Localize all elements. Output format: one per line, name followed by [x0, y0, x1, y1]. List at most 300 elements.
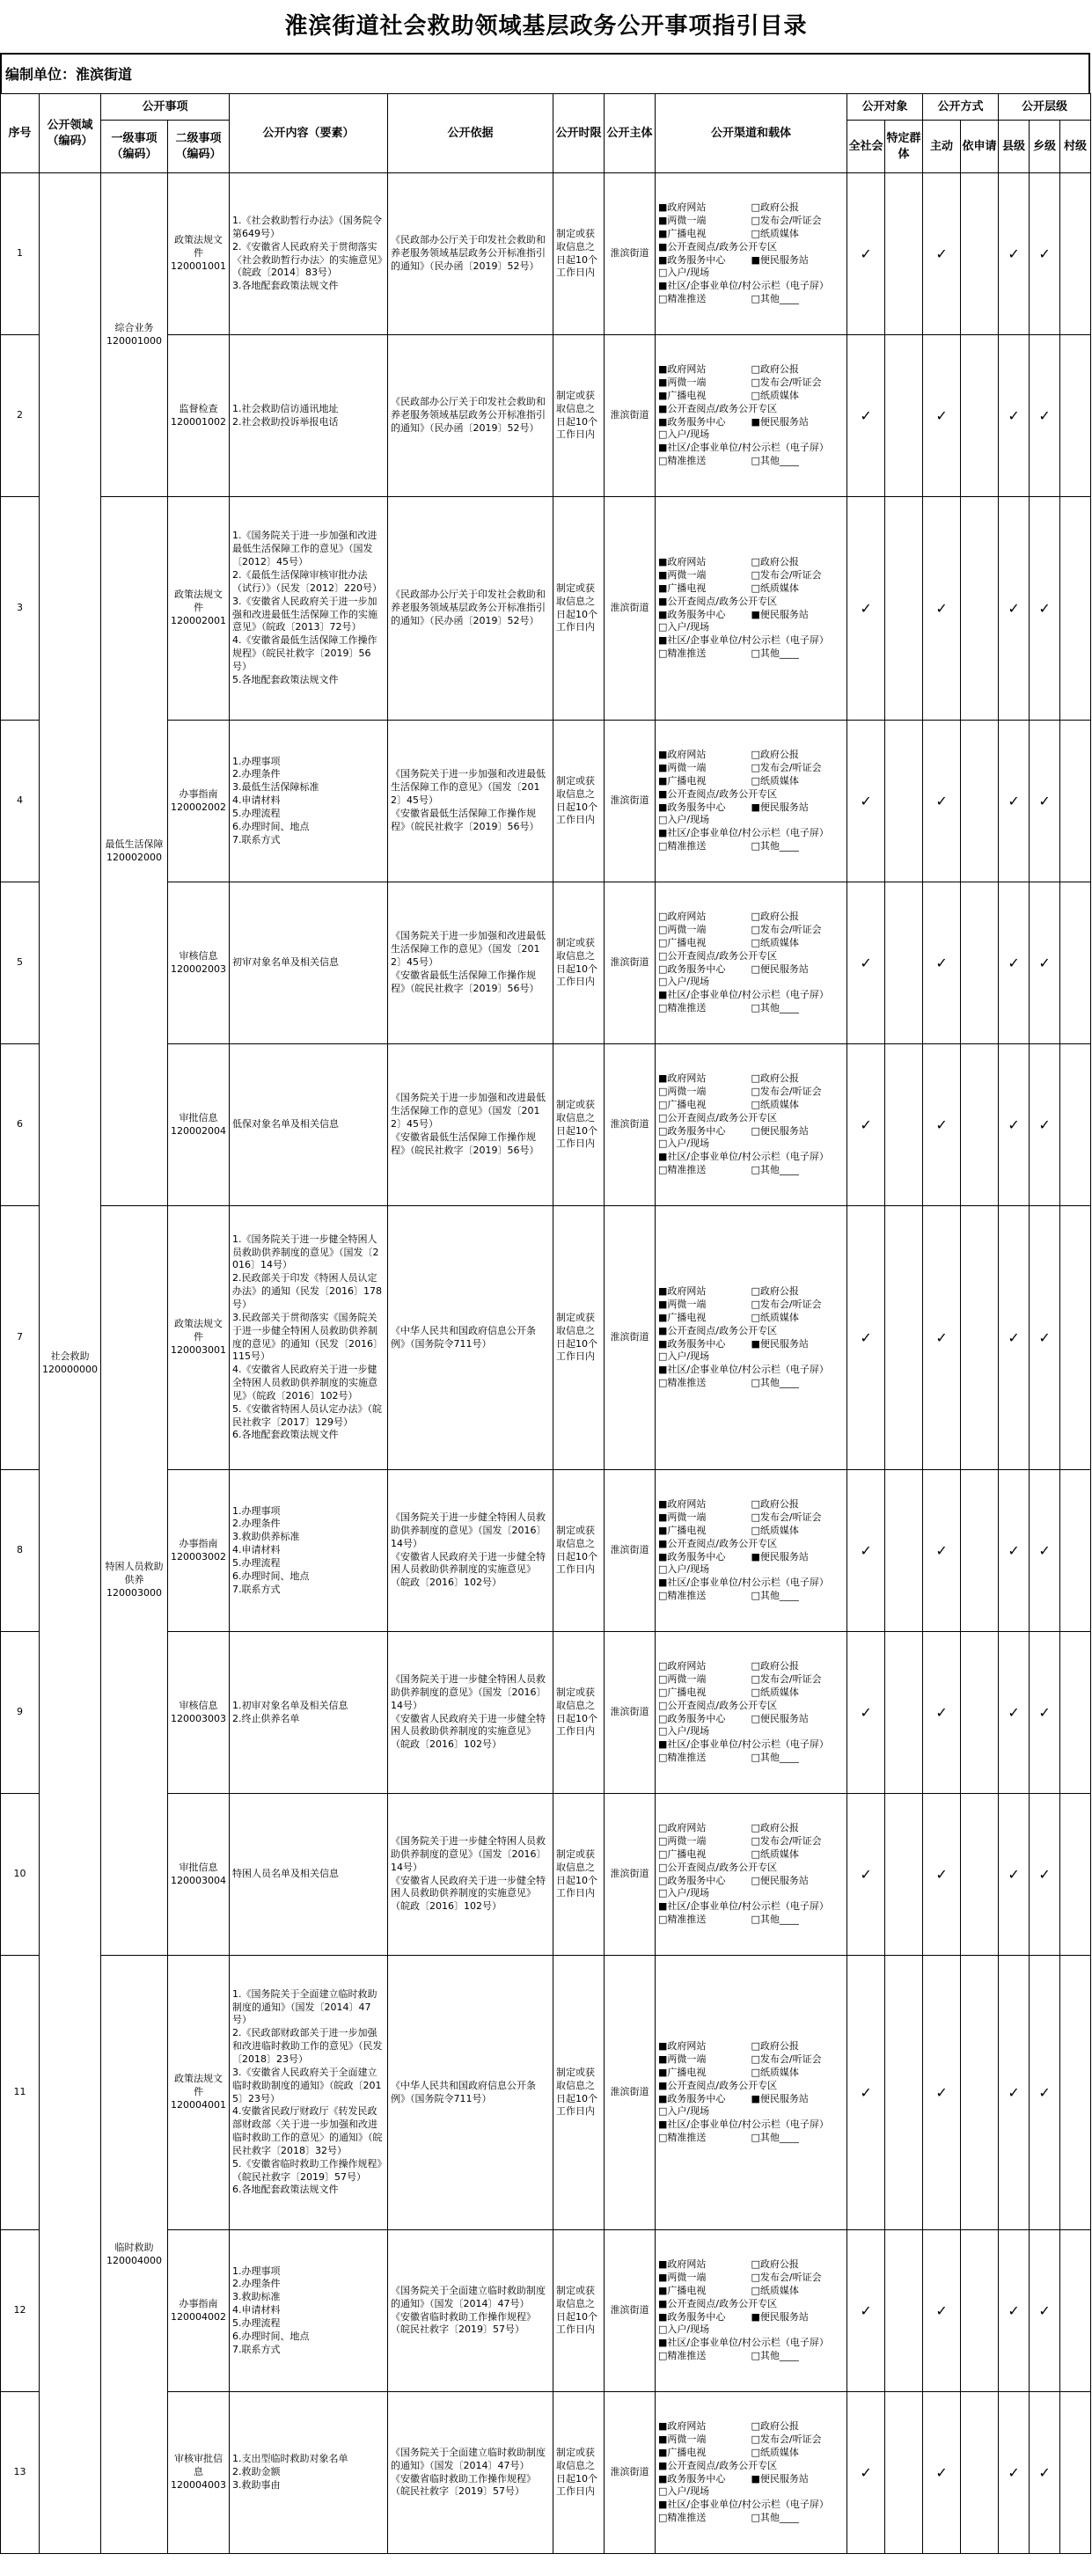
channel-option-label: 入户/现场	[667, 428, 710, 441]
channel-option-label: 其他____	[759, 1002, 799, 1014]
header-target-all: 全社会	[847, 121, 885, 173]
channel-option-label: 发布会/听证会	[759, 376, 822, 388]
time-cell: 制定或获取信息之日起10个工作日内	[553, 1956, 605, 2230]
level-town-cell: ✓	[1030, 1470, 1060, 1632]
empty-box-icon: □	[658, 2324, 668, 2336]
subject-cell: 淮滨街道	[605, 1470, 656, 1632]
empty-box-icon: □	[751, 1498, 760, 1511]
empty-box-icon: □	[751, 1672, 760, 1685]
channel-option	[751, 1377, 845, 1390]
checked-box-icon: ■	[658, 1900, 668, 1913]
method-apply-cell	[961, 721, 999, 882]
checked-box-icon: ■	[658, 1324, 668, 1336]
checked-box-icon: ■	[658, 1537, 668, 1549]
checked-box-icon: ■	[658, 749, 668, 761]
channel-option	[751, 1164, 845, 1177]
channel-option	[658, 2473, 751, 2486]
time-cell: 制定或获取信息之日起10个工作日内	[553, 2230, 605, 2392]
content-cell: 1.办理事项 2.办理条件 3.救助标准 4.申请材料 5.办理流程 6.办理时间、地点 7.联系方式	[230, 2230, 388, 2392]
empty-box-icon: □	[751, 1002, 760, 1014]
channel-option-label: 公开查阅点/政务公开专区	[667, 1537, 778, 1549]
channel-option-label: 政府公报	[759, 1072, 799, 1085]
channel-option-label: 社区/企事业单位/村公示栏（电子屏）	[667, 2337, 829, 2349]
channel-option-label: 政务服务中心	[667, 415, 726, 428]
channel-option	[658, 569, 751, 582]
time-cell: 制定或获取信息之日起10个工作日内	[553, 1044, 605, 1206]
target-specific-cell	[885, 1044, 923, 1206]
channel-option	[751, 1338, 845, 1351]
channel-option	[658, 2080, 844, 2093]
checked-box-icon: ■	[658, 608, 668, 620]
channel-option-label: 精准推送	[667, 1590, 707, 1602]
channel-option-label: 政务服务中心	[667, 801, 726, 813]
empty-box-icon: □	[751, 1098, 760, 1110]
checked-box-icon: ■	[658, 402, 668, 414]
level2-cell: 审核信息 120003003	[168, 1632, 230, 1794]
empty-box-icon: □	[658, 1752, 668, 1764]
channel-option-label: 入户/现场	[667, 1887, 710, 1899]
channel-option-label: 纸质媒体	[759, 582, 799, 594]
channel-option-label: 广播电视	[667, 1524, 707, 1536]
level-town-cell: ✓	[1030, 2230, 1060, 2392]
channel-option	[751, 254, 845, 267]
level2-cell: 办事指南 120003002	[168, 1470, 230, 1632]
content-cell: 1.《国务院关于全面建立临时救助制度的通知》（国发〔2014〕47号） 2.《民政部财政部关于进一步加强和改进临时救助工作的意见》（民发〔2018〕23号） 3.《安徽省人民政府关于全面建立临时救助制度的通知》（皖政〔2015〕23号） 4.安徽省民政厅财政厅《转发民政部财政部〈关于进一步加强和改进临时救助工作的意见〉的通知》（皖民社救字〔2018〕32号） 5.《安徽省临时救助工作操作规程》（皖民社救字〔2019〕57号） 6.各地配套政策法规文件	[230, 1956, 388, 2230]
channel-option-label: 精准推送	[667, 648, 707, 660]
channel-option	[658, 1673, 751, 1687]
checked-box-icon: ■	[751, 253, 760, 266]
empty-box-icon: □	[658, 1699, 668, 1711]
channel-option	[658, 1738, 844, 1752]
channel-option-label: 政府网站	[667, 556, 707, 568]
checked-box-icon: ■	[658, 2433, 668, 2445]
channel-option-label: 精准推送	[667, 2350, 707, 2362]
channel-option-label: 两微一端	[667, 2271, 707, 2283]
empty-box-icon: □	[751, 911, 760, 923]
channel-option	[658, 827, 844, 840]
channel-option	[751, 2512, 845, 2525]
channel-option	[658, 911, 751, 924]
channel-option-label: 纸质媒体	[759, 1848, 799, 1860]
channel-option	[751, 1299, 845, 1312]
empty-box-icon: □	[658, 1725, 668, 1738]
channel-option	[658, 582, 751, 596]
level-county-cell: ✓	[999, 1632, 1030, 1794]
channel-option	[658, 2485, 751, 2499]
channel-option	[658, 1887, 751, 1900]
disclosure-table	[0, 93, 1091, 2554]
basis-cell: 《中华人民共和国政府信息公开条例》（国务院令711号）	[388, 1956, 553, 2230]
checked-box-icon: ■	[658, 787, 668, 800]
channel-option-label: 社区/企事业单位/村公示栏（电子屏）	[667, 1364, 829, 1376]
content-cell: 1.《社会救助暂行办法》（国务院令第649号） 2.《安徽省人民政府关于贯彻落实〈社会救助暂行办法〉的实施意见》（皖政〔2014〕83号） 3.各地配套政策法规文件	[230, 173, 388, 335]
method-active-cell: ✓	[923, 1470, 961, 1632]
channel-option-label: 政府公报	[759, 2420, 799, 2433]
channel-option-label: 两微一端	[667, 568, 707, 581]
empty-box-icon: □	[751, 1914, 760, 1926]
empty-box-icon: □	[751, 556, 760, 568]
channel-option-label: 政务服务中心	[667, 962, 726, 975]
channel-option-label: 入户/现场	[667, 621, 710, 633]
target-all-cell: ✓	[847, 1044, 885, 1206]
header-level2: 二级事项（编码）	[168, 121, 230, 173]
seq-cell: 7	[1, 1206, 40, 1470]
channel-option	[658, 989, 844, 1002]
empty-box-icon: □	[751, 2066, 760, 2078]
level-village-cell	[1060, 1206, 1091, 1470]
channel-option	[658, 280, 844, 293]
empty-box-icon: □	[751, 761, 760, 773]
empty-box-icon: □	[751, 1874, 760, 1886]
target-specific-cell	[885, 335, 923, 497]
subject-cell: 淮滨街道	[605, 1206, 656, 1470]
level2-cell: 审核审批信息 120004003	[168, 2392, 230, 2554]
checked-box-icon: ■	[658, 761, 668, 773]
level-county-cell: ✓	[999, 335, 1030, 497]
channel-cell	[656, 1794, 847, 1956]
empty-box-icon: □	[658, 911, 668, 923]
channel-option-label: 其他____	[759, 1590, 799, 1602]
subject-cell: 淮滨街道	[605, 1794, 656, 1956]
checked-box-icon: ■	[658, 2284, 668, 2296]
subject-cell: 淮滨街道	[605, 173, 656, 335]
channel-option	[658, 1312, 751, 1325]
channel-option-label: 入户/现场	[667, 267, 710, 279]
empty-box-icon: □	[658, 1672, 668, 1685]
method-active-cell: ✓	[923, 1956, 961, 2230]
empty-box-icon: □	[751, 2040, 760, 2053]
empty-box-icon: □	[751, 2053, 760, 2065]
channel-option	[751, 2473, 845, 2486]
channel-option-label: 发布会/听证会	[759, 1511, 822, 1523]
time-cell: 制定或获取信息之日起10个工作日内	[553, 1206, 605, 1470]
channel-option-label: 便民服务站	[759, 801, 809, 813]
channel-option	[658, 442, 844, 455]
channel-option-label: 两微一端	[667, 214, 707, 226]
channel-option	[658, 596, 844, 609]
channel-option	[658, 2053, 751, 2067]
level-county-cell: ✓	[999, 1794, 1030, 1956]
empty-box-icon: □	[751, 2284, 760, 2296]
channel-option-label: 政府公报	[759, 1285, 799, 1298]
channel-cell	[656, 173, 847, 335]
channel-option	[658, 1151, 844, 1164]
channel-option	[658, 2119, 844, 2132]
checked-box-icon: ■	[751, 2310, 760, 2323]
channel-option-label: 其他____	[759, 648, 799, 660]
seq-cell: 1	[1, 173, 40, 335]
level-town-cell: ✓	[1030, 1794, 1060, 1956]
empty-box-icon: □	[751, 455, 760, 467]
seq-cell: 2	[1, 335, 40, 497]
checked-box-icon: ■	[658, 415, 668, 428]
channel-option	[658, 416, 751, 429]
channel-option-label: 广播电视	[667, 936, 707, 948]
channel-option	[658, 1590, 751, 1603]
target-all-cell: ✓	[847, 173, 885, 335]
table-row	[1, 173, 1091, 335]
channel-option-label: 广播电视	[667, 2284, 707, 2296]
channel-option	[658, 648, 751, 661]
checked-box-icon: ■	[658, 595, 668, 607]
header-level-town: 乡级	[1030, 121, 1060, 173]
target-specific-cell	[885, 882, 923, 1044]
level-town-cell: ✓	[1030, 335, 1060, 497]
channel-option	[658, 963, 751, 977]
channel-option-label: 精准推送	[667, 1002, 707, 1014]
level-town-cell: ✓	[1030, 173, 1060, 335]
header-basis: 公开依据	[388, 94, 553, 173]
channel-option-label: 广播电视	[667, 1311, 707, 1323]
channel-option-label: 两微一端	[667, 761, 707, 773]
channel-checklist	[658, 2420, 844, 2525]
level-village-cell	[1060, 2230, 1091, 2392]
channel-option-label: 发布会/听证会	[759, 2271, 822, 2283]
method-apply-cell	[961, 2230, 999, 2392]
channel-option-label: 政府网站	[667, 749, 707, 761]
channel-option	[658, 749, 751, 762]
checked-box-icon: ■	[658, 389, 668, 401]
channel-option	[751, 1285, 845, 1299]
channel-option	[658, 390, 751, 403]
level-village-cell	[1060, 1956, 1091, 2230]
channel-option	[658, 924, 751, 937]
channel-option-label: 入户/现场	[667, 1725, 710, 1738]
channel-option-label: 纸质媒体	[759, 774, 799, 787]
empty-box-icon: □	[658, 1111, 668, 1123]
empty-box-icon: □	[751, 1712, 760, 1724]
channel-option-label: 公开查阅点/政务公开专区	[667, 787, 778, 800]
method-apply-cell	[961, 335, 999, 497]
channel-option-label: 两微一端	[667, 1085, 707, 1097]
checked-box-icon: ■	[658, 989, 668, 1001]
checked-box-icon: ■	[658, 827, 668, 839]
empty-box-icon: □	[751, 376, 760, 388]
checked-box-icon: ■	[658, 2119, 668, 2131]
channel-option-label: 纸质媒体	[759, 2066, 799, 2078]
method-apply-cell	[961, 1956, 999, 2230]
channel-cell	[656, 2230, 847, 2392]
channel-option	[658, 1138, 751, 1151]
channel-checklist	[658, 1498, 844, 1603]
content-cell: 1.支出型临时救助对象名单 2.救助金额 3.救助事由	[230, 2392, 388, 2554]
time-cell: 制定或获取信息之日起10个工作日内	[553, 1470, 605, 1632]
method-active-cell: ✓	[923, 1206, 961, 1470]
channel-cell	[656, 721, 847, 882]
channel-option-label: 入户/现场	[667, 814, 710, 826]
channel-option-label: 精准推送	[667, 840, 707, 853]
channel-option	[658, 609, 751, 622]
channel-option-label: 两微一端	[667, 1511, 707, 1523]
method-active-cell: ✓	[923, 721, 961, 882]
subject-cell: 淮滨街道	[605, 721, 656, 882]
content-cell: 初审对象名单及相关信息	[230, 882, 388, 1044]
channel-option	[751, 1822, 845, 1835]
level-county-cell: ✓	[999, 1470, 1030, 1632]
channel-option-label: 入户/现场	[667, 1350, 710, 1363]
channel-option-label: 两微一端	[667, 1672, 707, 1685]
channel-option	[751, 801, 845, 815]
channel-option-label: 入户/现场	[667, 976, 710, 988]
channel-option-label: 政务服务中心	[667, 1550, 726, 1562]
checked-box-icon: ■	[658, 2446, 668, 2458]
channel-checklist	[658, 1660, 844, 1765]
channel-option-label: 精准推送	[667, 1377, 707, 1389]
channel-checklist	[658, 363, 844, 468]
channel-option	[658, 2093, 751, 2106]
level2-cell: 办事指南 120002002	[168, 721, 230, 882]
checked-box-icon: ■	[658, 2459, 668, 2471]
channel-option-label: 社区/企事业单位/村公示栏（电子屏）	[667, 1151, 829, 1163]
channel-option-label: 发布会/听证会	[759, 1298, 822, 1310]
channel-checklist	[658, 556, 844, 661]
seq-cell: 12	[1, 2230, 40, 2392]
channel-option-label: 便民服务站	[759, 1712, 809, 1724]
table-header	[1, 94, 1091, 173]
checked-box-icon: ■	[658, 2420, 668, 2433]
channel-option	[658, 1338, 751, 1351]
channel-option-label: 发布会/听证会	[759, 1834, 822, 1847]
channel-option	[658, 2298, 844, 2311]
channel-option-label: 政务服务中心	[667, 2310, 726, 2323]
channel-option	[751, 1687, 845, 1700]
content-cell: 1.社会救助信访通讯地址 2.社会救助投诉举报电话	[230, 335, 388, 497]
channel-option	[751, 749, 845, 762]
checked-box-icon: ■	[658, 1550, 668, 1562]
empty-box-icon: □	[751, 1298, 760, 1310]
checked-box-icon: ■	[658, 2499, 668, 2511]
checked-box-icon: ■	[658, 634, 668, 647]
checked-box-icon: ■	[658, 1577, 668, 1589]
channel-checklist	[658, 911, 844, 1015]
empty-box-icon: □	[658, 1138, 668, 1150]
time-cell: 制定或获取信息之日起10个工作日内	[553, 882, 605, 1044]
level-village-cell	[1060, 335, 1091, 497]
channel-option-label: 社区/企事业单位/村公示栏（电子屏）	[667, 1900, 829, 1913]
empty-box-icon: □	[751, 2132, 760, 2144]
channel-option-label: 公开查阅点/政务公开专区	[667, 2079, 778, 2091]
target-all-cell: ✓	[847, 721, 885, 882]
channel-option-label: 两微一端	[667, 2053, 707, 2065]
empty-box-icon: □	[751, 2420, 760, 2433]
basis-cell: 《民政部办公厅关于印发社会救助和养老服务领域基层政务公开标准指引的通知》（民办函〔2019〕52号）	[388, 497, 553, 721]
seq-cell: 5	[1, 882, 40, 1044]
channel-option	[658, 1299, 751, 1312]
method-active-cell: ✓	[923, 335, 961, 497]
channel-option	[658, 2499, 844, 2512]
checked-box-icon: ■	[751, 2092, 760, 2104]
seq-cell: 8	[1, 1470, 40, 1632]
channel-option	[658, 1125, 751, 1138]
channel-option-label: 其他____	[759, 1752, 799, 1764]
channel-cell	[656, 1206, 847, 1470]
target-all-cell: ✓	[847, 1632, 885, 1794]
channel-checklist	[658, 2258, 844, 2363]
subject-cell: 淮滨街道	[605, 1956, 656, 2230]
level-town-cell: ✓	[1030, 882, 1060, 1044]
time-cell: 制定或获取信息之日起10个工作日内	[553, 173, 605, 335]
seq-cell: 3	[1, 497, 40, 721]
channel-option-label: 广播电视	[667, 1686, 707, 1698]
channel-cell	[656, 1632, 847, 1794]
channel-option-label: 发布会/听证会	[759, 1672, 822, 1685]
channel-option	[658, 814, 751, 827]
empty-box-icon: □	[658, 1164, 668, 1176]
channel-checklist	[658, 1285, 844, 1390]
empty-box-icon: □	[751, 227, 760, 239]
method-apply-cell	[961, 497, 999, 721]
empty-box-icon: □	[658, 621, 668, 633]
level1-cell: 综合业务 120001000	[101, 173, 168, 497]
channel-option-label: 其他____	[759, 2350, 799, 2362]
channel-option-label: 政府公报	[759, 1660, 799, 1672]
channel-option	[751, 2420, 845, 2433]
channel-option	[658, 1072, 751, 1086]
target-specific-cell	[885, 2392, 923, 2554]
channel-option	[751, 2093, 845, 2106]
empty-box-icon: □	[751, 1164, 760, 1176]
level-county-cell: ✓	[999, 497, 1030, 721]
channel-option	[658, 1498, 751, 1511]
channel-option	[658, 2258, 751, 2272]
checked-box-icon: ■	[658, 1285, 668, 1298]
empty-box-icon: □	[751, 749, 760, 761]
channel-option-label: 政府公报	[759, 363, 799, 376]
content-cell: 1.《国务院关于进一步健全特困人员救助供养制度的意见》（国发〔2016〕14号） 2.民政部关于印发《特困人员认定办法》的通知（民发〔2016〕178号） 3.民政部关于贯彻落实《国务院关于进一步健全特困人员救助供养制度的意见》的通知（民发〔2016〕115号） 4.《安徽省人民政府关于进一步健全特困人员救助供养制度的实施意见》（皖政〔2016〕102号） 5.《安徽省特困人员认定办法》（皖民社救字〔2017〕129号） 6.各地配套政策法规文件	[230, 1206, 388, 1470]
empty-box-icon: □	[751, 389, 760, 401]
header-method-active: 主动	[923, 121, 961, 173]
header-channel: 公开渠道和载体	[656, 94, 847, 173]
channel-option	[751, 1660, 845, 1673]
target-all-cell: ✓	[847, 2230, 885, 2392]
channel-option	[658, 2285, 751, 2298]
checked-box-icon: ■	[658, 2297, 668, 2309]
header-level1: 一级事项（编码）	[101, 121, 168, 173]
empty-box-icon: □	[751, 1124, 760, 1137]
header-target: 公开对象	[847, 94, 923, 121]
empty-box-icon: □	[658, 2485, 668, 2498]
channel-option-label: 广播电视	[667, 774, 707, 787]
checked-box-icon: ■	[658, 1498, 668, 1511]
channel-option	[658, 1112, 844, 1125]
channel-option-label: 便民服务站	[759, 1337, 809, 1350]
empty-box-icon: □	[751, 936, 760, 948]
channel-cell	[656, 1956, 847, 2230]
channel-option-label: 社区/企事业单位/村公示栏（电子屏）	[667, 989, 829, 1001]
channel-option-label: 其他____	[759, 1377, 799, 1389]
method-active-cell: ✓	[923, 1044, 961, 1206]
subject-cell: 淮滨街道	[605, 2230, 656, 2392]
channel-option-label: 发布会/听证会	[759, 1085, 822, 1097]
seq-cell: 13	[1, 2392, 40, 2554]
empty-box-icon: □	[658, 1822, 668, 1834]
channel-option	[751, 390, 845, 403]
checked-box-icon: ■	[658, 1072, 668, 1085]
level2-cell: 审核信息 120002003	[168, 882, 230, 1044]
channel-option	[658, 762, 751, 775]
target-all-cell: ✓	[847, 497, 885, 721]
basis-cell: 《国务院关于进一步加强和改进最低生活保障工作的意见》（国发〔2012〕45号） 《安徽省最低生活保障工作操作规程》（皖民社救字〔2019〕56号）	[388, 882, 553, 1044]
channel-option	[751, 2433, 845, 2447]
channel-option-label: 公开查阅点/政务公开专区	[667, 1111, 778, 1123]
checked-box-icon: ■	[658, 2258, 668, 2271]
channel-option	[658, 1099, 751, 1112]
empty-box-icon: □	[751, 1822, 760, 1834]
checked-box-icon: ■	[658, 201, 668, 214]
channel-option	[751, 569, 845, 582]
target-specific-cell	[885, 173, 923, 335]
empty-box-icon: □	[658, 1590, 668, 1602]
